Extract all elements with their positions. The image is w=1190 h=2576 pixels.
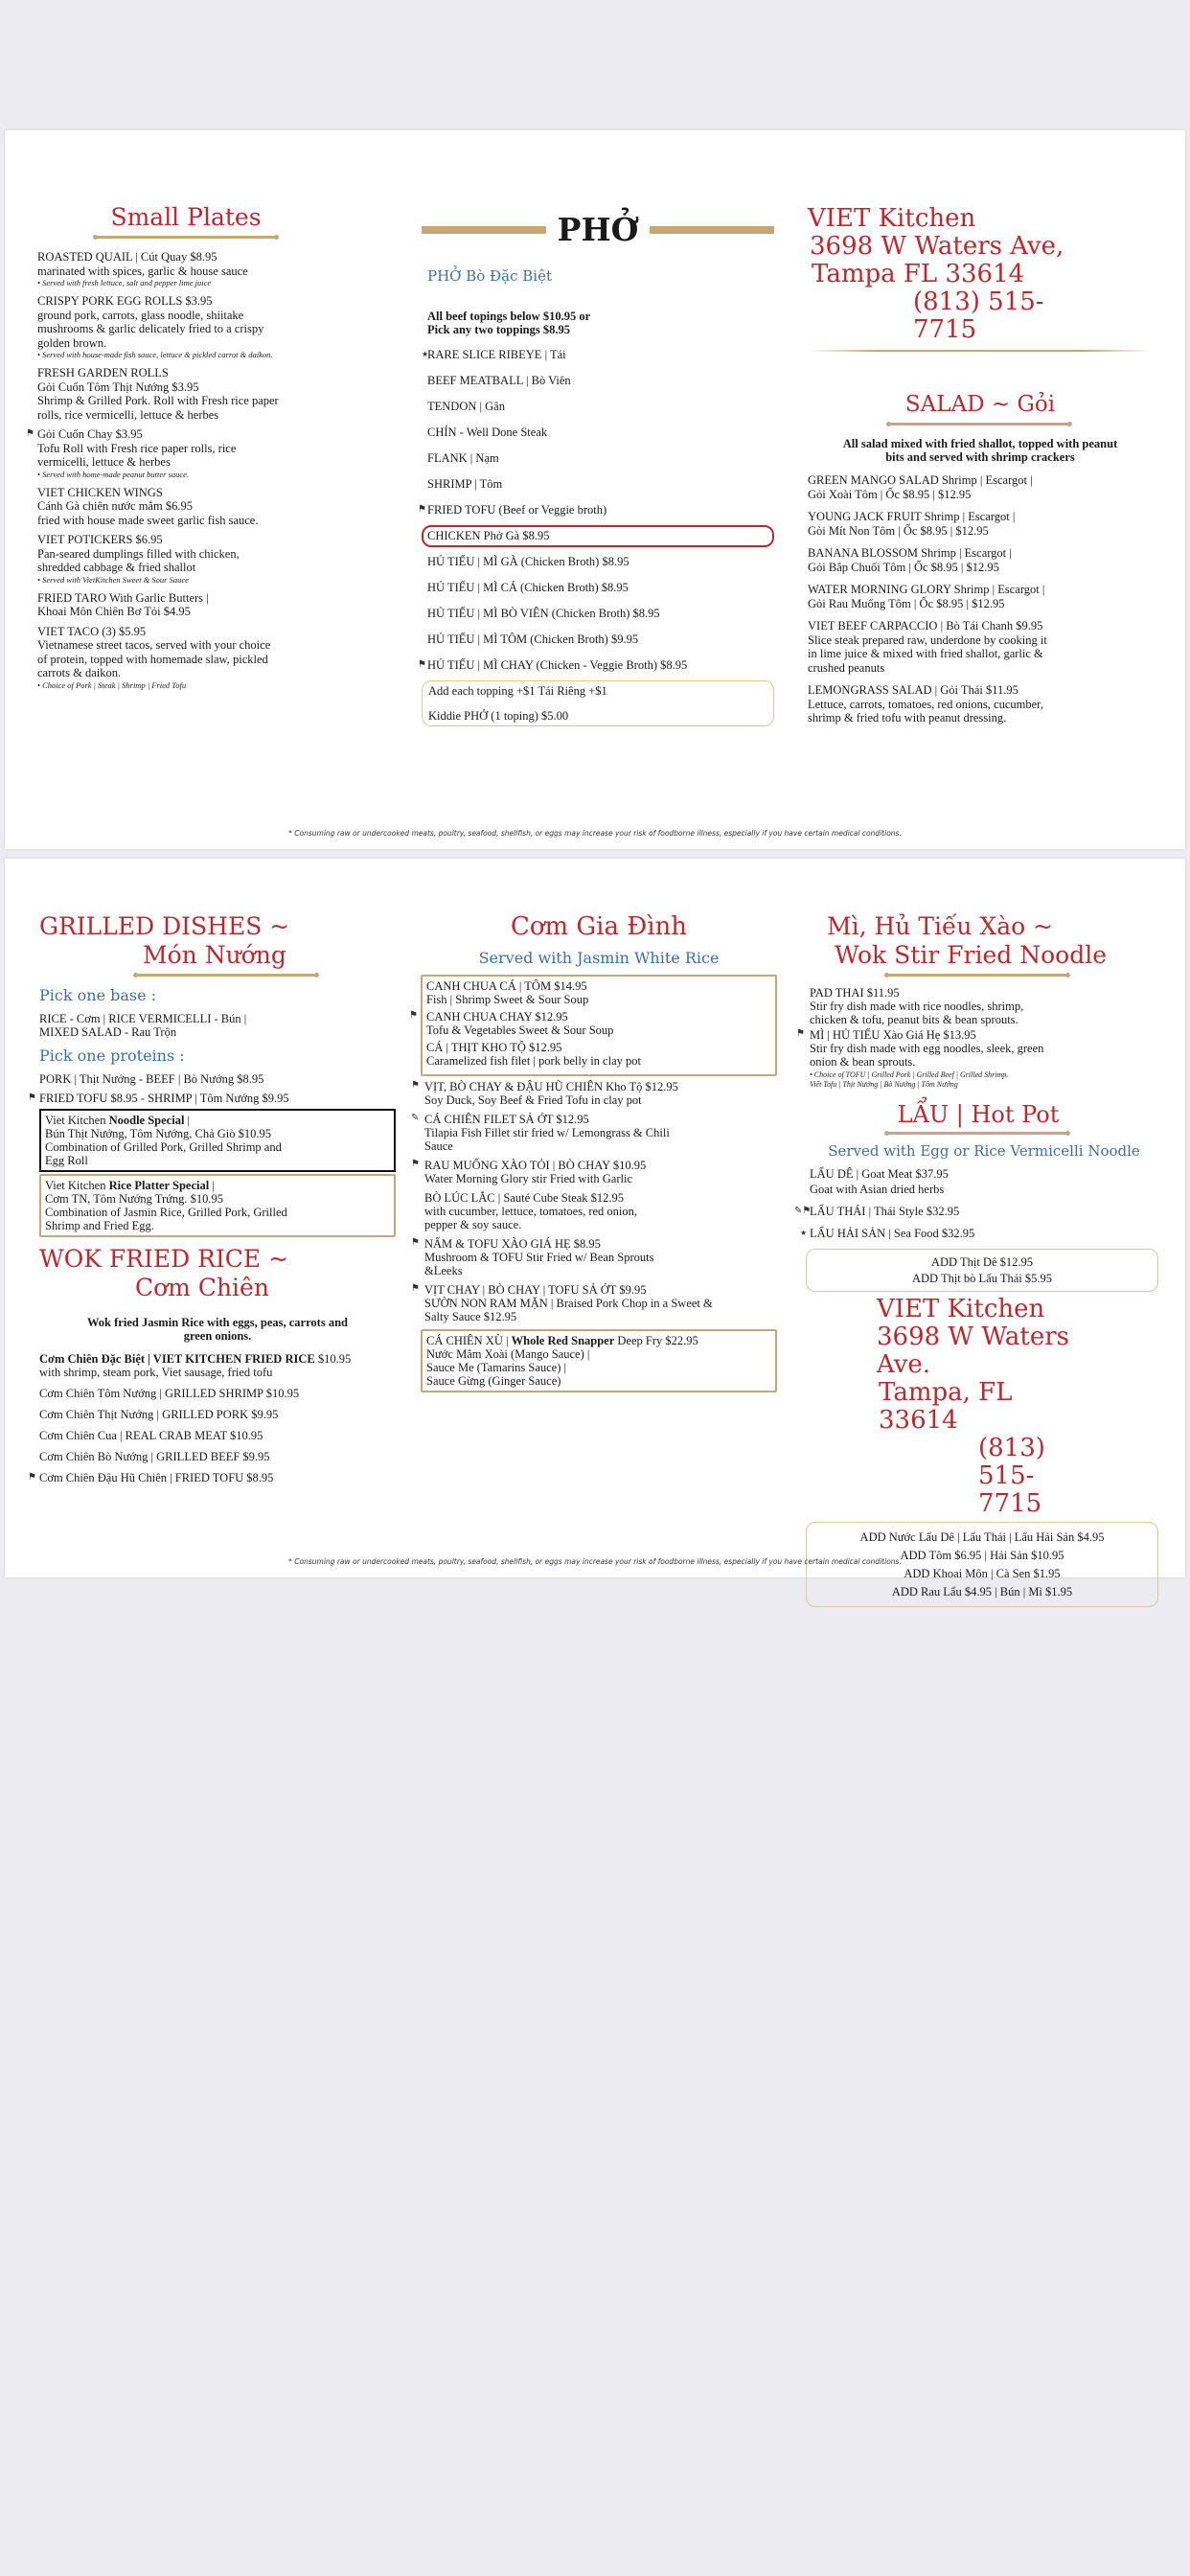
hotpot-list [794, 1167, 1174, 1240]
wok-noodle-title-line-2: Wok Stir Fried Noodle [835, 941, 1108, 969]
pho-topping-label: FLANK | Nạm [427, 451, 499, 465]
small-plate-note: • Served with house-made fish sauce, lettuce & pickled carrot & daikon. [37, 350, 273, 359]
com-gia-dinh-line: &Leeks [424, 1264, 463, 1277]
noodle-special-name: Noodle Special [108, 1114, 185, 1127]
pho-subtitle: PHỞ Bò Đặc Biệt [427, 267, 553, 285]
com-gia-dinh-item [424, 1191, 777, 1231]
pho-noodle-label: HỦ TIẾU | MÌ BÒ VIÊN (Chicken Broth) $8.95 [427, 607, 660, 620]
rice-special-lines [45, 1192, 390, 1232]
pho-fried-tofu [418, 503, 774, 517]
spicy-mark-icon: ⚑ [28, 1472, 36, 1483]
pho-noodle-label: HỦ TIẾU | MÌ GÀ (Chicken Broth) $8.95 [427, 555, 629, 568]
small-plate-note: • Served with home-made peanut butter sauce. [37, 469, 190, 479]
pepper-icon: ✎⚑ [794, 1206, 812, 1216]
com-gia-dinh-line: Sauce [424, 1139, 453, 1153]
pho-noodle-item [427, 555, 774, 568]
small-plate-line: Tofu Roll with Fresh rice paper rolls, rice [37, 441, 237, 455]
small-plate-line: Khoai Môn Chiên Bơ Tỏi $4.95 [37, 605, 191, 618]
hotpot-item-label: Goat with Asian dried herbs [810, 1183, 945, 1196]
pho-section [418, 211, 774, 726]
pho-divider-right [650, 226, 774, 234]
brand-block-2 [806, 1296, 1093, 1518]
salad-line: in lime juice & mixed with fried shallot, garlic & [808, 647, 1043, 660]
wok-noodle-title-line-1: Mì, Hủ Tiếu Xào ~ [827, 912, 1054, 940]
protein-option-line-2-text: FRIED TOFU $8.95 - SHRIMP | Tôm Nướng $9.95 [39, 1092, 289, 1105]
small-plate-note: • Choice of Pork | Steak | Shrimp | Fried Tofu [37, 679, 187, 690]
hotpot-add-line: ADD Thịt bò Lẩu Thái $5.95 [911, 1272, 1053, 1285]
foodborne-disclaimer: * Consuming raw or undercooked meats, poultry, seafood, shellfish, or eggs may increase your risk of foodborne illness, especially if you have certain medical conditions. [288, 829, 902, 838]
base-option-line-2: MIXED SALAD - Rau Trộn [39, 1025, 177, 1039]
salad-line: Gỏi Bắp Chuối Tôm | Ốc $8.95 | $12.95 [808, 560, 999, 574]
chicken-pho-label: CHICKEN Phở Gà $8.95 [427, 529, 550, 542]
small-plate-line: VIET TACO (3) $5.95 [37, 624, 147, 638]
wok-rice-title [39, 1245, 396, 1302]
com-gia-dinh-line: CÁ CHIÊN FILET SẢ ỚT $12.95 [424, 1113, 589, 1126]
com-gia-dinh-line: NẤM & TOFU XÀO GIÁ HẸ $8.95 [424, 1237, 601, 1251]
pho-noodle-item [418, 658, 774, 672]
pho-topping-item [427, 451, 774, 465]
com-gia-dinh-line: Mushroom & TOFU Stir Fried w/ Bean Sprouts [424, 1251, 654, 1264]
soup-clay-pot-line: CANH CHUA CHAY $12.95 [426, 1010, 568, 1024]
pho-noodle-label: HỦ TIẾU | MÌ TÔM (Chicken Broth) $9.95 [427, 632, 639, 646]
hotpot-item [794, 1205, 1174, 1218]
noodle-hotpot-section [794, 912, 1174, 1607]
menu-page-2 [5, 859, 1185, 1598]
soup-clay-pot-item [426, 1041, 771, 1068]
brand-divider [808, 350, 1153, 352]
soup-clay-pot-line: Fish | Shrimp Sweet & Sour Soup [426, 993, 589, 1006]
wok-noodle-note [806, 1070, 1174, 1090]
com-gia-dinh-line: SƯỜN NON RAM MẶN | Braised Pork Chop in a Sweet & [424, 1297, 713, 1310]
pho-topping-item [427, 426, 774, 439]
noodle-special-box [39, 1109, 396, 1172]
hotpot-addons-box [806, 1249, 1158, 1292]
small-plate-line: Pan-seared dumplings filled with chicken, [37, 546, 240, 561]
salad-item [808, 583, 1172, 610]
small-plate-line: vermicelli, lettuce & herbes [37, 455, 171, 469]
salad-line: Slice steak prepared raw, underdone by cooking it [808, 632, 1047, 647]
pho-intro [427, 310, 774, 336]
soup-clay-pot-item [426, 979, 771, 1006]
brand-name-2: VIET Kitchen [877, 1295, 1045, 1323]
brand-phone: (813) 515-7715 [913, 288, 1044, 344]
noodle-special-line: Combination of Grilled Pork, Grilled Shrimp and [45, 1140, 282, 1154]
wok-rice-item-label: Cơm Chiên Thịt Nướng | GRILLED PORK $9.95 [39, 1408, 279, 1421]
pick-base-heading: Pick one base : [39, 986, 157, 1004]
wok-rice-intro-line-2: green onions. [183, 1329, 252, 1343]
spicy-mark-icon: ⚑ [409, 1010, 418, 1021]
com-gia-dinh-item [411, 1080, 777, 1107]
small-plate-line: of protein, topped with homemade slaw, pickled [37, 652, 268, 666]
pick-protein-heading: Pick one proteins : [39, 1046, 185, 1065]
hotpot-extra-line: ADD Rau Lẩu $4.95 | Bún | Mì $1.95 [891, 1585, 1073, 1598]
grilled-title-line-2: Món Nướng [143, 941, 286, 969]
rice-special-line: Shrimp and Fried Egg. [45, 1219, 154, 1232]
pho-divider-left [422, 226, 546, 234]
pho-topping-item [422, 348, 774, 361]
foodborne-disclaimer-2: * Consuming raw or undercooked meats, poultry, seafood, shellfish, or eggs may increase your risk of foodborne illness, especially if you have certain medical conditions. [288, 1557, 902, 1566]
red-snapper-sauces [426, 1347, 771, 1388]
pho-noodle-item [427, 607, 774, 620]
com-gia-dinh-line: Salty Sauce $12.95 [424, 1310, 517, 1323]
wok-noodle-note-2: Viết Tofu | Thịt Nướng | Bò Nướng | Tôm Nướng [810, 1080, 958, 1089]
salad-line: Gỏi Mít Non Tôm | Ốc $8.95 | $12.95 [808, 523, 989, 538]
spicy-mark-icon: ⚑ [411, 1080, 420, 1091]
soup-clay-pot-box [409, 975, 777, 1076]
wok-rice-special [39, 1352, 396, 1366]
salad-item [808, 683, 1172, 725]
small-plate-item [37, 625, 334, 691]
pho-add-topping: Add each topping +$1 Tái Riêng +$1 [428, 684, 607, 698]
wok-rice-special-price: $10.95 [314, 1352, 352, 1366]
pho-topping-label: RARE SLICE RIBEYE | Tái [427, 348, 566, 361]
hotpot-title: LẨU | Hot Pot [897, 1101, 1060, 1128]
small-plate-line: VIET CHICKEN WINGS [37, 485, 163, 499]
rice-special-title [45, 1179, 390, 1192]
small-plates-section [26, 203, 334, 697]
pho-topping-item [427, 477, 774, 491]
soup-clay-pot-line: CÁ | THỊT KHO TỘ $12.95 [426, 1041, 562, 1054]
small-plate-note: • Served with fresh lettuce, salt and pepper lime juice [37, 278, 212, 288]
salad-line: crushed peanuts [808, 660, 885, 675]
red-snapper-sauce: Nước Mắm Xoài (Mango Sauce) | [426, 1347, 590, 1361]
wok-rice-item [39, 1387, 396, 1400]
small-plate-line: Vietnamese street tacos, served with your choice [37, 638, 271, 652]
wok-noodle-title [806, 912, 1174, 970]
brand-salad-section [808, 205, 1172, 734]
pho-noodle-item [427, 632, 774, 646]
small-plate-item [37, 486, 334, 528]
com-gia-dinh-line: RAU MUỐNG XÀO TỎI | BÒ CHAY $10.95 [424, 1159, 647, 1172]
salad-intro-line-2: bits and served with shrimp crackers [885, 450, 1075, 464]
wok-noodle-line: PAD THAI $11.95 [810, 986, 900, 1000]
wok-rice-item-label: Cơm Chiên Đậu Hũ Chiên | FRIED TOFU $8.95 [39, 1471, 274, 1484]
rice-special-line: Combination of Jasmin Rice, Grilled Pork, Grilled [45, 1206, 287, 1219]
red-snapper-sauce: Sauce Me (Tamarins Sauce) | [426, 1361, 567, 1374]
pho-topping-label: SHRIMP | Tôm [427, 477, 503, 491]
salad-line: WATER MORNING GLORY Shrimp | Escargot | [808, 583, 1045, 596]
wok-rice-special-desc: with shrimp, steam pork, Viet sausage, fried tofu [39, 1366, 273, 1379]
wok-noodle-divider [886, 974, 1068, 977]
salad-item [808, 619, 1172, 675]
com-gia-dinh-title: Cơm Gia Đình [510, 912, 688, 941]
com-gia-dinh-item [411, 1237, 777, 1277]
noodle-special-prefix: Viet Kitchen [45, 1114, 109, 1127]
brand-name: VIET Kitchen [808, 204, 976, 233]
pho-noodle-label: HỦ TIẾU | MÌ CHAY (Chicken - Veggie Broth) $8.95 [427, 658, 688, 672]
small-plate-line: Shrimp & Grilled Pork. Roll with Fresh rice paper [37, 394, 279, 407]
wok-rice-item-label: Cơm Chiên Bò Nướng | GRILLED BEEF $9.95 [39, 1450, 270, 1463]
wok-rice-item-label: Cơm Chiên Cua | REAL CRAB MEAT $10.95 [39, 1429, 263, 1442]
small-plate-line: VIET POTICKERS $6.95 [37, 533, 163, 546]
wok-noodle-note-1: • Choice of TOFU | Grilled Pork | Grilled Beef | Grilled Shrimp. [810, 1070, 1009, 1079]
star-mark-icon: ★ [422, 350, 429, 358]
salad-line: GREEN MANGO SALAD Shrimp | Escargot | [808, 473, 1033, 487]
hotpot-item-label: LẨU DÊ | Goat Meat $37.95 [810, 1167, 949, 1181]
red-snapper-box [421, 1329, 777, 1392]
small-plates-list [26, 250, 334, 691]
pho-noodles-list [418, 555, 774, 672]
com-gia-dinh-item [411, 1283, 777, 1323]
salad-line: VIET BEEF CARPACCIO | Bò Tái Chanh $9.95 [808, 619, 1043, 632]
small-plate-item [26, 427, 334, 480]
wok-noodle-line: MÌ | HỦ TIẾU Xào Giá Hẹ $13.95 [810, 1028, 976, 1042]
red-snapper-name: Whole Red Snapper [511, 1334, 615, 1347]
rice-special-name: Rice Platter Special [108, 1179, 210, 1192]
pho-title: PHỞ [557, 211, 639, 248]
hotpot-extra-line: ADD Nước Lẩu Dê | Lẩu Thái | Lẩu Hải Sản $4.95 [859, 1530, 1105, 1544]
grilled-section [28, 912, 396, 1492]
rice-special-line: Cơm TN, Tôm Nướng Trứng. $10.95 [45, 1192, 224, 1206]
brand-phone-2: (813) 515-7715 [978, 1434, 1045, 1518]
wok-rice-title-line-1: WOK FRIED RICE ~ [39, 1245, 289, 1273]
noodle-special-line: Bún Thịt Nướng, Tôm Nướng, Chả Giò $10.95 [45, 1127, 272, 1140]
small-plate-line: fried with house made sweet garlic fish sauce. [37, 513, 259, 527]
wok-rice-intro [39, 1316, 396, 1343]
kiddie-pho: Kiddie PHỞ (1 toping) $5.00 [428, 709, 569, 723]
small-plate-line: mushrooms & garlic delicately fried to a crispy [37, 322, 264, 335]
grilled-divider [135, 974, 317, 977]
com-gia-dinh-line: VỊT CHAY | BÒ CHAY | TOFU SẢ ỚT $9.95 [424, 1283, 647, 1297]
wok-rice-item [28, 1471, 396, 1484]
title-divider [95, 236, 277, 239]
brand-block [808, 205, 1095, 344]
small-plate-line: Gỏi Cuốn Chay $3.95 [37, 427, 143, 441]
com-gia-dinh-line: Soy Duck, Soy Beef & Fried Tofu in clay pot [424, 1093, 642, 1107]
hotpot-subtitle: Served with Egg or Rice Vermicelli Noodle [828, 1142, 1140, 1160]
small-plate-item [37, 294, 334, 360]
soup-clay-pot-line: Caramelized fish filet | pork belly in clay pot [426, 1054, 641, 1068]
pho-addons-box [422, 680, 774, 726]
salad-item [808, 473, 1172, 501]
spicy-mark-icon: ⚑ [411, 1159, 420, 1169]
com-gia-dinh-line: pepper & soy sauce. [424, 1218, 522, 1231]
small-plates-title: Small Plates [110, 203, 262, 231]
salad-line: LEMONGRASS SALAD | Gỏi Thái $11.95 [808, 683, 1018, 697]
com-gia-dinh-line: with cucumber, lettuce, tomatoes, red onion, [424, 1205, 638, 1218]
wok-noodle-line: onion & bean sprouts. [810, 1055, 916, 1069]
salad-line: Lettuce, carrots, tomatoes, red onions, cucumber, [808, 697, 1043, 711]
wok-noodle-item [796, 1028, 1174, 1069]
noodle-special-lines [45, 1127, 390, 1167]
spicy-mark-icon: ⚑ [418, 504, 426, 515]
small-plate-item [37, 533, 334, 586]
wok-noodle-list [796, 986, 1174, 1069]
spicy-mark-icon: ⚑ [796, 1028, 805, 1039]
salad-intro [808, 437, 1153, 464]
soup-clay-pot-line: Tofu & Vegetables Sweet & Sour Soup [426, 1024, 614, 1037]
red-snapper-title [426, 1334, 771, 1347]
star-mark-icon: ★ [800, 1229, 808, 1237]
red-snapper-sauce: Sauce Gừng (Ginger Sauce) [426, 1374, 561, 1388]
noodle-special-line: Egg Roll [45, 1154, 88, 1167]
pho-topping-label: BEEF MEATBALL | Bò Viên [427, 374, 571, 387]
small-plate-line: Cánh Gà chiên nước mắm $6.95 [37, 499, 193, 513]
small-plate-line: CRISPY PORK EGG ROLLS $3.95 [37, 294, 213, 308]
menu-page-1 [5, 130, 1185, 849]
salad-intro-line-1: All salad mixed with fried shallot, topped with peanut [842, 437, 1118, 450]
grilled-title [39, 912, 396, 970]
pho-topping-item [427, 400, 774, 413]
salad-line: shrimp & fried tofu with peanut dressing. [808, 711, 1007, 724]
wok-noodle-line: chicken & tofu, peanut bits & bean sprouts. [810, 1013, 1018, 1026]
small-plate-line: ground pork, carrots, glass noodle, shiitake [37, 308, 244, 322]
brand-address-1-2: 3698 W Waters Ave. [877, 1322, 1069, 1379]
pho-toppings-list [422, 348, 774, 491]
pho-noodle-item [427, 581, 774, 594]
wok-rice-list [28, 1387, 396, 1484]
salad-divider [888, 423, 1070, 426]
pho-intro-line-2: Pick any two toppings $8.95 [427, 323, 570, 336]
small-plate-item [37, 591, 334, 619]
small-plate-line: FRIED TARO With Garlic Butters | [37, 590, 209, 605]
soup-clay-pot-line: CANH CHUA CÁ | TÔM $14.95 [426, 979, 587, 993]
wok-rice-item [39, 1429, 396, 1442]
hotpot-extra-line: ADD Tôm $6.95 | Hải Sản $10.95 [900, 1549, 1064, 1562]
pho-fried-tofu-label: FRIED TOFU (Beef or Veggie broth) [427, 503, 607, 517]
com-gia-dinh-item [411, 1159, 777, 1185]
rice-special-box [39, 1174, 396, 1237]
pho-topping-label: TENDON | Gân [427, 400, 505, 413]
spicy-mark-icon: ⚑ [26, 428, 34, 439]
com-gia-dinh-line: Tilapia Fish Fillet stir fried w/ Lemongrass & Chili [424, 1126, 670, 1139]
rice-special-prefix: Viet Kitchen [45, 1179, 109, 1192]
chicken-pho-box [422, 525, 774, 547]
small-plate-line: FRESH GARDEN ROLLS [37, 366, 169, 380]
com-gia-dinh-section [409, 912, 777, 1392]
small-plate-line: carrots & daikon. [37, 666, 122, 679]
small-plate-line: Gỏi Cuốn Tôm Thịt Nướng $3.95 [37, 380, 199, 394]
com-gia-dinh-list [411, 1080, 777, 1323]
noodle-special-suffix: | [184, 1114, 191, 1127]
pho-intro-line-1: All beef topings below $10.95 or [427, 310, 591, 323]
small-plate-item [37, 366, 334, 422]
wok-rice-item-label: Cơm Chiên Tôm Nướng | GRILLED SHRIMP $10.95 [39, 1387, 300, 1400]
spicy-mark-icon: ⚑ [418, 659, 426, 670]
small-plate-line: golden brown. [37, 335, 107, 350]
salad-item [808, 546, 1172, 574]
salad-line: BANANA BLOSSOM Shrimp | Escargot | [808, 546, 1012, 560]
salad-list [808, 473, 1172, 725]
salad-line: Gỏi Xoài Tôm | Ốc $8.95 | $12.95 [808, 487, 972, 501]
red-snapper-prefix: CÁ CHIÊN XÙ | [426, 1334, 512, 1347]
noodle-special-title [45, 1114, 390, 1127]
pho-topping-item [427, 374, 774, 387]
rice-special-suffix: | [209, 1179, 215, 1192]
wok-rice-item [39, 1408, 396, 1421]
soup-clay-pot-item [409, 1010, 771, 1037]
wok-noodle-line: Stir fry dish made with egg noodles, sleek, green [810, 1042, 1044, 1055]
pho-noodle-label: HỦ TIẾU | MÌ CÁ (Chicken Broth) $8.95 [427, 581, 629, 594]
wok-rice-title-line-2: Cơm Chiên [135, 1274, 269, 1301]
com-gia-dinh-line: BÒ LÚC LẮC | Sauté Cube Steak $12.95 [424, 1191, 625, 1205]
salad-item [808, 510, 1172, 538]
hotpot-item-label: LẨU HẢI SẢN | Sea Food $32.95 [810, 1227, 975, 1240]
hotpot-extra-line: ADD Khoai Môn | Cà Sen $1.95 [904, 1567, 1061, 1580]
small-plate-line: marinated with spices, garlic & house sauce [37, 264, 248, 278]
hotpot-divider [886, 1132, 1068, 1135]
small-plate-line: shredded cabbage & fried shallot [37, 561, 196, 574]
grilled-title-line-1: GRILLED DISHES ~ [39, 912, 290, 940]
small-plate-line: ROASTED QUAIL | Cút Quay $8.95 [37, 250, 217, 264]
wok-noodle-line: Stir fry dish made with rice noodles, shrimp, [810, 1000, 1024, 1013]
small-plate-line: rolls, rice vermicelli, lettuce & herbes [37, 407, 219, 422]
com-gia-dinh-line: VỊT, BÒ CHAY & ĐẬU HŨ CHIÊN Kho Tộ $12.95 [424, 1080, 678, 1093]
spicy-mark-icon: ⚑ [411, 1283, 420, 1294]
com-gia-dinh-item [411, 1113, 777, 1153]
wok-rice-item [39, 1450, 396, 1463]
small-plate-item [37, 250, 334, 288]
hotpot-item-label: LẨU THÁI | Thái Style $32.95 [810, 1205, 960, 1218]
red-snapper-price: Deep Fry $22.95 [614, 1334, 698, 1347]
com-gia-dinh-subtitle: Served with Jasmin White Rice [478, 949, 720, 967]
brand-address-2-2: Tampa, FL 33614 [879, 1378, 1013, 1435]
hotpot-item [810, 1183, 1174, 1196]
com-gia-dinh-line: Water Morning Glory stir Fried with Garlic [424, 1172, 633, 1185]
spicy-mark-icon: ⚑ [411, 1237, 420, 1248]
base-option-line-1: RICE - Cơm | RICE VERMICELLI - Bún | [39, 1012, 247, 1025]
brand-address-2: Tampa FL 33614 [812, 260, 1025, 288]
hotpot-add-line: ADD Thịt Dê $12.95 [930, 1255, 1033, 1269]
protein-option-line-2 [28, 1092, 396, 1105]
wok-rice-intro-line-1: Wok fried Jasmin Rice with eggs, peas, carrots and [87, 1316, 348, 1329]
hotpot-item [810, 1167, 1174, 1181]
spicy-mark-icon: ⚑ [28, 1092, 36, 1103]
salad-title: SALAD ~ Gỏi [904, 392, 1056, 417]
wok-rice-special-name: Cơm Chiên Đặc Biệt | VIET KITCHEN FRIED RICE [39, 1352, 315, 1366]
hotpot-item [800, 1227, 1174, 1240]
wok-noodle-item [810, 986, 1174, 1026]
pho-topping-label: CHÍN - Well Done Steak [427, 426, 548, 439]
pepper-icon: ✎ [411, 1113, 420, 1123]
small-plate-note: • Served with VietKitchen Sweet & Sour Sauce [37, 574, 189, 585]
protein-option-line-1: PORK | Thịt Nướng - BEEF | Bò Nướng $8.95 [39, 1072, 264, 1086]
brand-address-1: 3698 W Waters Ave, [810, 232, 1064, 261]
salad-line: Gỏi Rau Muống Tôm | Ốc $8.95 | $12.95 [808, 596, 1005, 610]
salad-line: YOUNG JACK FRUIT Shrimp | Escargot | [808, 510, 1016, 523]
